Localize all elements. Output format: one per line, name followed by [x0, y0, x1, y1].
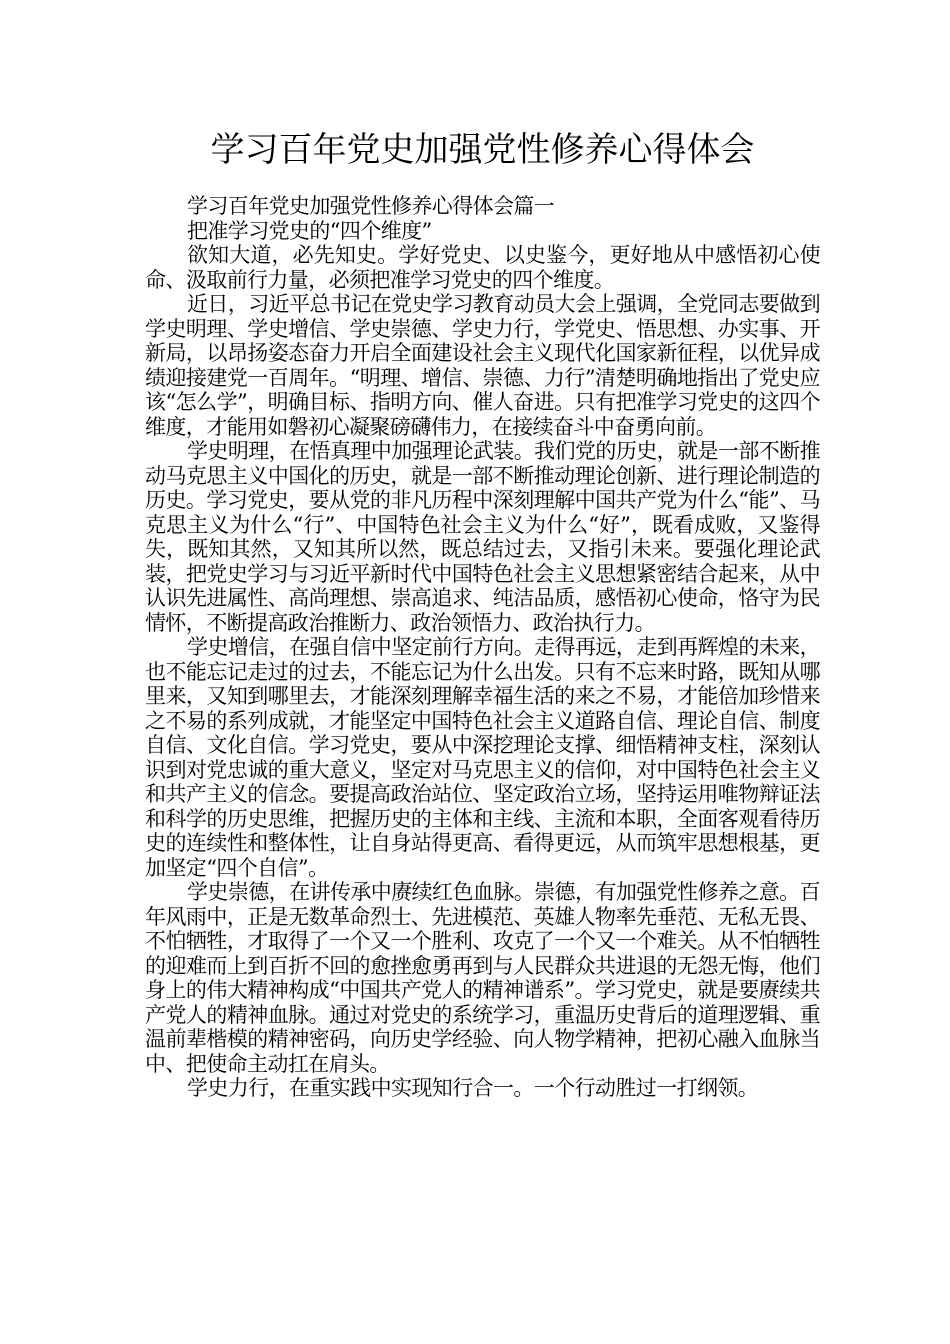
document-page — [145, 120, 820, 1101]
document-title: 学习百年党史加强党性修养心得体会 — [210, 130, 755, 170]
paragraph-heading: 把准学习党史的“四个维度” — [187, 218, 432, 243]
paragraph-context: 近日，习近平总书记在党史学习教育动员大会上强调，全党同志要做到学史明理、学史增信、学史崇德、学史力行，学党史、悟思想、办实事、开新局，以昂扬姿态奋力开启全面建设社会主义现代化国家新征程，以优异成绩迎接建党一百周年。“明理、增信、崇德、力行”清楚明确地指出了党史应该“怎么学”，明确目标、指明方向、催人奋进。只有把准学习党史的这四个维度，才能用如磐初心凝聚磅礴伟力，在接续奋斗中奋勇向前。 — [145, 292, 820, 439]
paragraph-lixing: 学史力行，在重实践中实现知行合一。一个行动胜过一打纲领。 — [187, 1076, 759, 1100]
paragraph-mingli: 学史明理，在悟真理中加强理论武装。我们党的历史，就是一部不断推动马克思主义中国化的历史，就是一部不断推动理论创新、进行理论制造的历史。学习党史，要从党的非凡历程中深刻理解中国共产党为什么“能”、马克思主义为什么“行”、中国特色社会主义为什么“好”，既看成败，又鉴得失，既知其然，又知其所以然，既总结过去，又指引未来。要强化理论武装，把党史学习与习近平新时代中国特色社会主义思想紧密结合起来，从中认识先进属性、高尚理想、崇高追求、纯洁品质，感悟初心使命，恪守为民情怀，不断提高政治推断力、政治领悟力、政治执行力。 — [145, 439, 820, 635]
paragraph-zengxin: 学史增信，在强自信中坚定前行方向。走得再远，走到再辉煌的未来，也不能忘记走过的过去，不能忘记为什么出发。只有不忘来时路，既知从哪里来，又知到哪里去，才能深刻理解幸福生活的来之不易，才能倍加珍惜来之不易的系列成就，才能坚定中国特色社会主义道路自信、理论自信、制度自信、文化自信。学习党史，要从中深挖理论支撑、细悟精神支柱，深刻认识到对党忠诚的重大意义，坚定对马克思主义的信仰，对中国特色社会主义和共产主义的信念。要提高政治站位、坚定政治立场，坚持运用唯物辩证法和科学的历史思维，把握历史的主体和主线、主流和本职，全面客观看待历史的连续性和整体性，让自身站得更高、看得更远，从而筑牢思想根基，更加坚定“四个自信”。 — [145, 635, 820, 880]
paragraph-subtitle: 学习百年党史加强党性修养心得体会篇一 — [187, 194, 555, 218]
paragraph-chongde: 学史崇德，在讲传承中赓续红色血脉。崇德，有加强党性修养之意。百年风雨中，正是无数革命烈士、先进模范、英雄人物率先垂范、无私无畏、不怕牺牲，才取得了一个又一个胜利、攻克了一个又一个难关。从不怕牺牲的迎难而上到百折不回的愈挫愈勇再到与人民群众共进退的无怨无悔，他们身上的伟大精神构成“中国共产党人的精神谱系”。学习党史，就是要赓续共产党人的精神血脉。通过对党史的系统学习，重温历史背后的道理逻辑、重温前辈楷模的精神密码，向历史学经验、向人物学精神，把初心融入血脉当中、把使命主动扛在肩头。 — [145, 880, 820, 1076]
document-body — [145, 194, 820, 1101]
paragraph-intro: 欲知大道，必先知史。学好党史、以史鉴今，更好地从中感悟初心使命、汲取前行力量，必须把准学习党史的四个维度。 — [145, 243, 820, 292]
